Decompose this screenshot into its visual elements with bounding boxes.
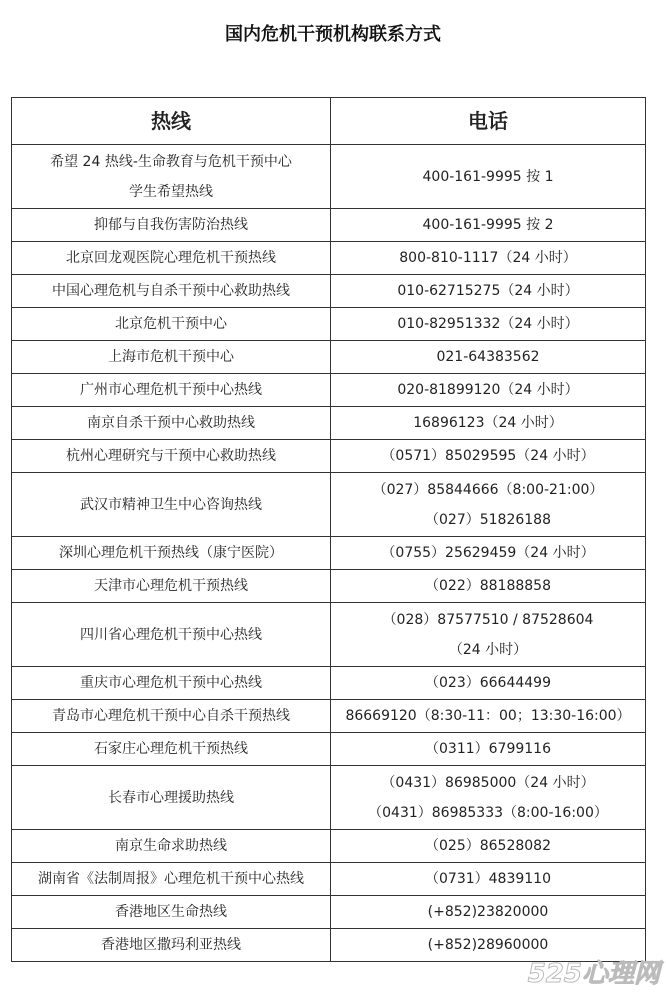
phone-cell: [331, 733, 646, 766]
table-row: [12, 830, 646, 863]
hotline-name: 希望 24 热线-生命教育与危机干预中心: [50, 153, 292, 170]
hotline-name: 抑郁与自我伤害防治热线: [94, 217, 248, 233]
table-row: [12, 242, 646, 275]
hotline-name: 四川省心理危机干预中心热线: [80, 626, 262, 643]
table-row: [12, 733, 646, 766]
page-title: 国内危机干预机构联系方式: [225, 24, 441, 45]
hotline-name-cell: [12, 896, 331, 929]
phone-cell: [331, 145, 646, 209]
hotline-name-cell: [12, 209, 331, 242]
hotline-name: 香港地区生命热线: [115, 904, 227, 920]
hotline-name: 南京自杀干预中心救助热线: [87, 415, 255, 431]
phone-cell: [331, 603, 646, 667]
hotline-name: 上海市危机干预中心: [108, 349, 234, 365]
table-row: [12, 570, 646, 603]
hotline-name-cell: [12, 242, 331, 275]
phone-cell: [331, 440, 646, 473]
watermark-logo: 525心理网: [527, 959, 660, 989]
hotline-name-cell: [12, 929, 331, 962]
table-row: [12, 275, 646, 308]
phone-number: （022）88188858: [425, 578, 551, 594]
phone-cell: [331, 830, 646, 863]
header-hotline: 热线: [12, 98, 331, 145]
hotline-name-cell: [12, 308, 331, 341]
table-row: [12, 603, 646, 667]
hotline-name-cell: [12, 733, 331, 766]
phone-cell: [331, 766, 646, 830]
phone-number: 020-81899120（24 小时）: [397, 382, 579, 398]
hotline-name: 天津市心理危机干预热线: [94, 578, 248, 594]
phone-number: （0311）6799116: [425, 741, 551, 757]
table-row: [12, 440, 646, 473]
hotline-name: 石家庄心理危机干预热线: [94, 741, 248, 757]
hotline-name: 北京回龙观医院心理危机干预热线: [66, 250, 276, 266]
phone-cell: [331, 407, 646, 440]
phone-cell: [331, 209, 646, 242]
phone-number: 010-62715275（24 小时）: [397, 283, 579, 299]
phone-number: （0731）4839110: [425, 871, 551, 887]
phone-cell: [331, 374, 646, 407]
hotline-name-cell: [12, 473, 331, 537]
hotline-name: 青岛市心理危机干预中心自杀干预热线: [52, 708, 290, 724]
hotline-name: 香港地区撒玛利亚热线: [101, 937, 241, 953]
hotline-name: 重庆市心理危机干预中心热线: [80, 675, 262, 691]
phone-number: （027）51826188: [425, 511, 551, 528]
phone-number: （0755）25629459（24 小时）: [381, 545, 595, 561]
hotline-name: 北京危机干预中心: [115, 316, 227, 332]
phone-cell: [331, 275, 646, 308]
hotline-name-cell: [12, 275, 331, 308]
phone-cell: [331, 242, 646, 275]
hotline-name-cell: [12, 667, 331, 700]
phone-number: 16896123（24 小时）: [413, 415, 563, 431]
hotline-name: 深圳心理危机干预热线（康宁医院）: [59, 545, 283, 561]
phone-number: 800-810-1117（24 小时）: [399, 250, 577, 266]
phone-number: 400-161-9995 按 2: [422, 217, 554, 233]
table-row: [12, 473, 646, 537]
phone-number: (+852)23820000: [427, 904, 549, 920]
hotline-name-cell: [12, 341, 331, 374]
hotline-name-cell: [12, 766, 331, 830]
table-row: [12, 766, 646, 830]
hotline-table: [11, 97, 646, 962]
phone-number: （0431）86985000（24 小时）: [381, 774, 595, 791]
table-row: [12, 407, 646, 440]
hotline-name-cell: [12, 603, 331, 667]
phone-cell: [331, 473, 646, 537]
phone-cell: [331, 667, 646, 700]
table-row: [12, 308, 646, 341]
hotline-name-cell: [12, 407, 331, 440]
phone-number: （24 小时）: [448, 641, 528, 658]
hotline-name: 学生希望热线: [129, 183, 213, 200]
phone-number: 400-161-9995 按 1: [422, 168, 554, 185]
hotline-name: 武汉市精神卫生中心咨询热线: [80, 496, 262, 513]
phone-number: 86669120（8:30-11：00；13:30-16:00）: [345, 708, 631, 724]
table-row: [12, 863, 646, 896]
phone-cell: [331, 700, 646, 733]
hotline-name: 南京生命求助热线: [115, 838, 227, 854]
phone-number: （023）66644499: [425, 675, 551, 691]
hotline-name-cell: [12, 830, 331, 863]
hotline-name-cell: [12, 440, 331, 473]
phone-cell: [331, 308, 646, 341]
hotline-name-cell: [12, 863, 331, 896]
phone-number: (+852)28960000: [427, 937, 549, 953]
hotline-name: 湖南省《法制周报》心理危机干预中心热线: [38, 871, 304, 887]
phone-number: 021-64383562: [436, 349, 540, 365]
phone-number: （0571）85029595（24 小时）: [381, 448, 595, 464]
phone-cell: [331, 896, 646, 929]
table-row: [12, 667, 646, 700]
table-row: [12, 209, 646, 242]
phone-cell: [331, 570, 646, 603]
hotline-name: 杭州心理研究与干预中心救助热线: [66, 448, 276, 464]
hotline-name-cell: [12, 537, 331, 570]
phone-number: 010-82951332（24 小时）: [397, 316, 579, 332]
table-row: [12, 341, 646, 374]
phone-cell: [331, 863, 646, 896]
hotline-name: 广州市心理危机干预中心热线: [80, 382, 262, 398]
table-row: [12, 537, 646, 570]
table-row: [12, 700, 646, 733]
table-row: [12, 374, 646, 407]
hotline-name: 长春市心理援助热线: [108, 789, 234, 806]
phone-number: （025）86528082: [425, 838, 551, 854]
hotline-name-cell: [12, 570, 331, 603]
phone-number: （028）87577510 / 87528604: [382, 611, 594, 628]
hotline-name-cell: [12, 374, 331, 407]
hotline-name-cell: [12, 145, 331, 209]
table-header-row: [12, 98, 646, 145]
table-row: [12, 145, 646, 209]
phone-cell: [331, 341, 646, 374]
header-phone: 电话: [331, 98, 646, 145]
phone-cell: [331, 537, 646, 570]
hotline-name-cell: [12, 700, 331, 733]
phone-number: （027）85844666（8:00-21:00）: [372, 481, 604, 498]
phone-number: （0431）86985333（8:00-16:00）: [368, 804, 608, 821]
hotline-name: 中国心理危机与自杀干预中心救助热线: [52, 283, 290, 299]
table-row: [12, 896, 646, 929]
